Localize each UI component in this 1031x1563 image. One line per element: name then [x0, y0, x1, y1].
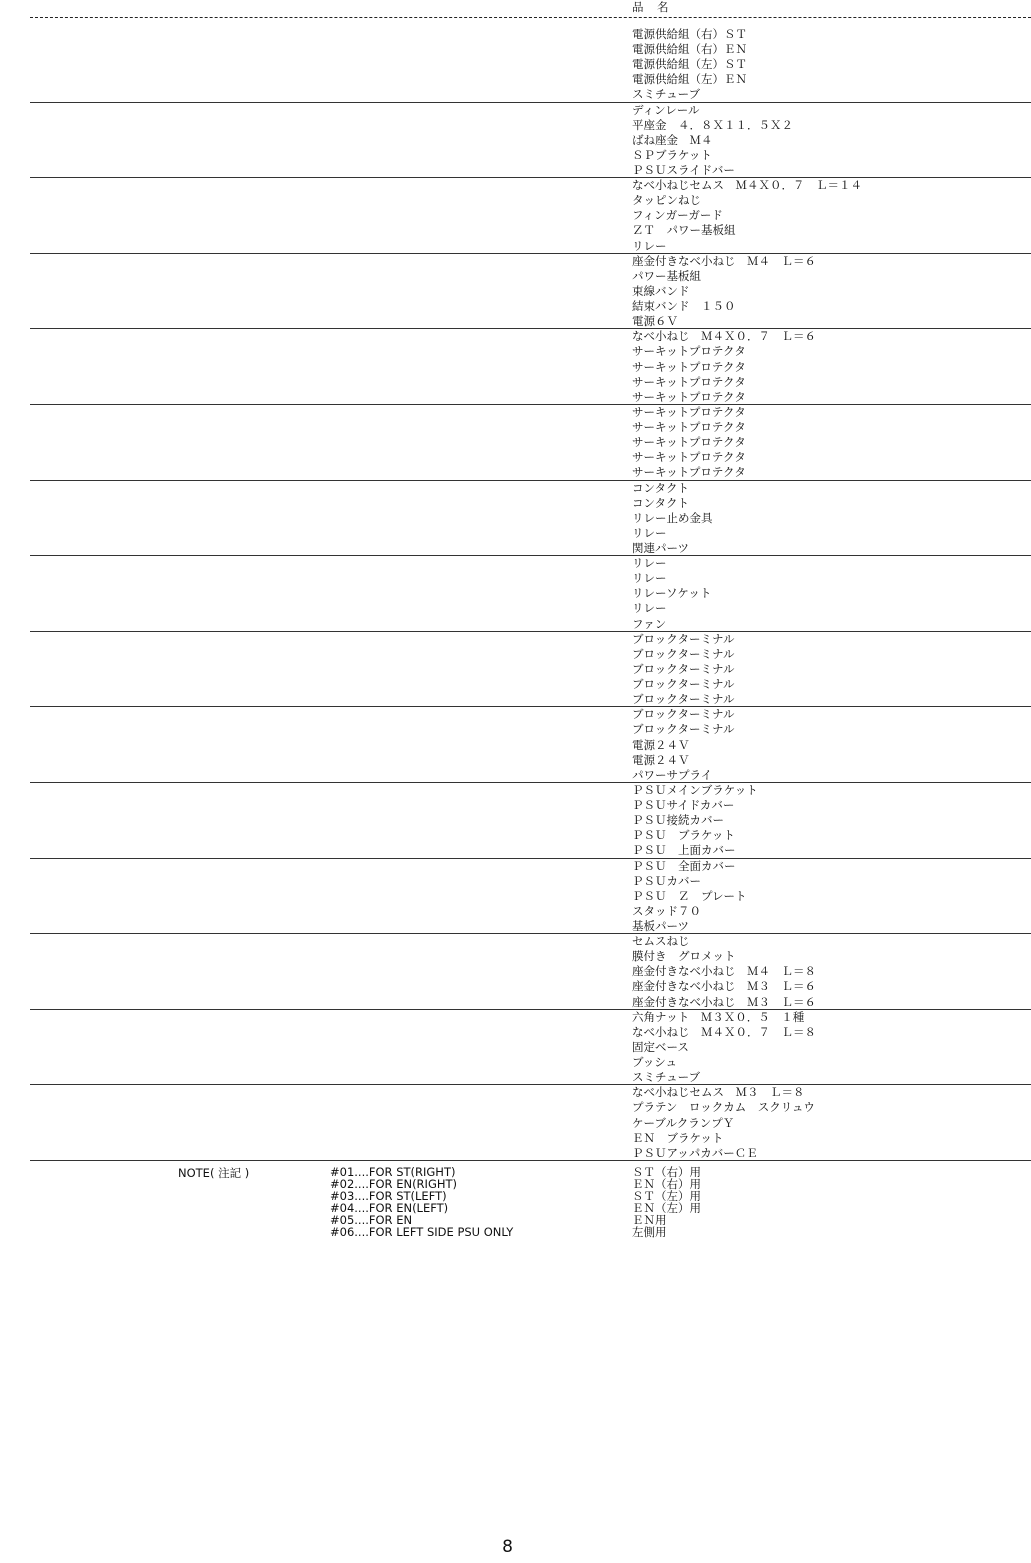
note-code: #04....FOR EN(LEFT) — [330, 1201, 449, 1215]
part-name: パワー基板組 — [632, 268, 701, 283]
part-name: リレー — [632, 238, 667, 253]
part-name: ブロックターミナル — [632, 631, 735, 646]
part-name: サーキットプロテクタ — [632, 359, 746, 374]
part-name: 六角ナット Ｍ３Ｘ０．５ １種 — [632, 1009, 805, 1024]
note-code: #03....FOR ST(LEFT) — [330, 1189, 447, 1203]
part-name: ＰＳＵサイドカバー — [632, 798, 735, 813]
parts-group — [30, 556, 1031, 632]
part-name: 電源供給組（右）ＥＮ — [632, 42, 747, 57]
parts-group — [30, 103, 1031, 179]
part-name: サーキットプロテクタ — [632, 405, 746, 419]
part-name: サーキットプロテクタ — [632, 420, 746, 435]
part-name: 電源供給組（右）ＳＴ — [632, 27, 747, 41]
part-name: サーキットプロテクタ — [632, 389, 746, 404]
part-name: ディンレール — [632, 102, 700, 117]
part-name: ＰＳＵ ブラケット — [632, 828, 735, 843]
note-code: #06....FOR LEFT SIDE PSU ONLY — [330, 1225, 514, 1239]
part-name: ケーブルクランプＹ — [632, 1115, 735, 1130]
note-code: #05....FOR EN — [330, 1213, 413, 1227]
part-name: 座金付きなべ小ねじ Ｍ４ Ｌ＝６ — [632, 253, 816, 268]
parts-group — [30, 481, 1031, 557]
part-name: 関連パーツ — [632, 540, 690, 555]
part-name: ＰＳＵ接続カバー — [632, 813, 724, 828]
part-name: リレー止め金具 — [632, 510, 713, 525]
part-name: 座金付きなべ小ねじ Ｍ３ Ｌ＝６ — [632, 994, 816, 1009]
part-name: リレー — [632, 525, 667, 540]
part-name: スミチューブ — [632, 1070, 701, 1085]
parts-group — [30, 254, 1031, 330]
part-name: プラテン ロックカム スクリュウ — [632, 1100, 815, 1115]
part-name: ＰＳＵメインブラケット — [632, 783, 758, 797]
parts-group — [30, 1085, 1031, 1161]
parts-group — [30, 178, 1031, 254]
part-name: 電源２４Ｖ — [632, 752, 690, 767]
part-name: なべ小ねじ Ｍ４Ｘ０．７ Ｌ＝８ — [632, 1024, 816, 1039]
part-name: コンタクト — [632, 480, 690, 495]
part-name: ＰＳＵ 全面カバー — [632, 858, 736, 873]
part-name: リレー — [632, 601, 667, 616]
parts-group — [30, 329, 1031, 405]
part-name: 膜付き グロメット — [632, 949, 736, 964]
part-name: 電源供給組（左）ＥＮ — [632, 72, 747, 87]
part-name: ブロックターミナル — [632, 661, 735, 676]
part-name: ＺＴ パワー基板組 — [632, 223, 736, 238]
part-name: なべ小ねじ Ｍ４Ｘ０．７ Ｌ＝６ — [632, 329, 816, 344]
parts-group — [30, 632, 1031, 708]
part-name: サーキットプロテクタ — [632, 435, 746, 450]
note-japanese: ＳＴ（左）用 — [632, 1189, 701, 1203]
header-dashed-rule — [30, 17, 1031, 18]
part-name: 束線バンド — [632, 283, 690, 298]
part-name: サーキットプロテクタ — [632, 374, 746, 389]
note-japanese: ＥＮ用 — [632, 1213, 667, 1227]
part-name: サーキットプロテクタ — [632, 344, 746, 359]
part-name: ファン — [632, 616, 667, 631]
part-name: フィンガーガード — [632, 208, 723, 223]
page-number: 8 — [502, 1537, 513, 1557]
part-name: 結束バンド １５０ — [632, 299, 736, 314]
part-name: リレーソケット — [632, 586, 712, 601]
parts-group — [30, 27, 1031, 103]
part-name: サーキットプロテクタ — [632, 465, 746, 480]
parts-group — [30, 405, 1031, 481]
note-code: #02....FOR EN(RIGHT) — [330, 1177, 458, 1191]
note-code: #01....FOR ST(RIGHT) — [330, 1165, 456, 1179]
part-name: リレー — [632, 556, 667, 571]
part-name: ＰＳＵ 上面カバー — [632, 843, 736, 858]
part-name: 座金付きなべ小ねじ Ｍ３ Ｌ＝６ — [632, 979, 816, 994]
part-name: セムスねじ — [632, 934, 690, 949]
part-name: なべ小ねじセムス Ｍ３ Ｌ＝８ — [632, 1085, 805, 1100]
part-name: ＰＳＵアッパカバーＣＥ — [632, 1145, 758, 1160]
note-japanese: ＥＮ（左）用 — [632, 1201, 701, 1215]
parts-group — [30, 707, 1031, 783]
part-name: ブッシュ — [632, 1055, 677, 1070]
part-name: リレー — [632, 571, 667, 586]
part-name: ブロックターミナル — [632, 722, 735, 737]
parts-group — [30, 934, 1031, 1010]
part-name: ブロックターミナル — [632, 646, 735, 661]
note-japanese: ＳＴ（右）用 — [632, 1165, 701, 1179]
part-name: タッピンねじ — [632, 193, 701, 208]
part-name: スタッド７０ — [632, 903, 701, 918]
part-name: 電源６Ｖ — [632, 314, 678, 329]
notes-label: NOTE( 注記 ) — [178, 1166, 250, 1180]
part-name: 電源供給組（左）ＳＴ — [632, 57, 747, 72]
part-name: ＥＮ ブラケット — [632, 1130, 724, 1145]
part-name: ＳＰブラケット — [632, 147, 712, 162]
part-name: 基板パーツ — [632, 918, 690, 933]
parts-group — [30, 859, 1031, 935]
part-name: ＰＳＵカバー — [632, 873, 701, 888]
part-name: ブロックターミナル — [632, 692, 735, 707]
part-name: ＰＳＵ Ｚ プレート — [632, 888, 747, 903]
parts-group — [30, 1010, 1031, 1086]
part-name: 平座金 ４．８Ｘ１１．５Ｘ２ — [632, 117, 793, 132]
part-name: スミチューブ — [632, 87, 701, 102]
part-name: ブロックターミナル — [632, 707, 735, 722]
note-japanese: 左側用 — [632, 1225, 667, 1239]
part-name: コンタクト — [632, 495, 690, 510]
part-name: なべ小ねじセムス Ｍ４Ｘ０．７ Ｌ＝１４ — [632, 178, 862, 193]
part-name: パワーサプライ — [632, 767, 713, 782]
part-name: 電源２４Ｖ — [632, 737, 690, 752]
part-name: 固定ベース — [632, 1039, 689, 1054]
part-name: サーキットプロテクタ — [632, 450, 746, 465]
note-japanese: ＥＮ（右）用 — [632, 1177, 701, 1191]
part-name: 座金付きなべ小ねじ Ｍ４ Ｌ＝８ — [632, 964, 816, 979]
parts-group — [30, 783, 1031, 859]
part-name: ＰＳＵスライドバー — [632, 162, 735, 177]
part-name: ばね座金 Ｍ４ — [632, 132, 713, 147]
column-header-part-name: 品 名 — [632, 0, 670, 14]
part-name: ブロックターミナル — [632, 677, 735, 692]
